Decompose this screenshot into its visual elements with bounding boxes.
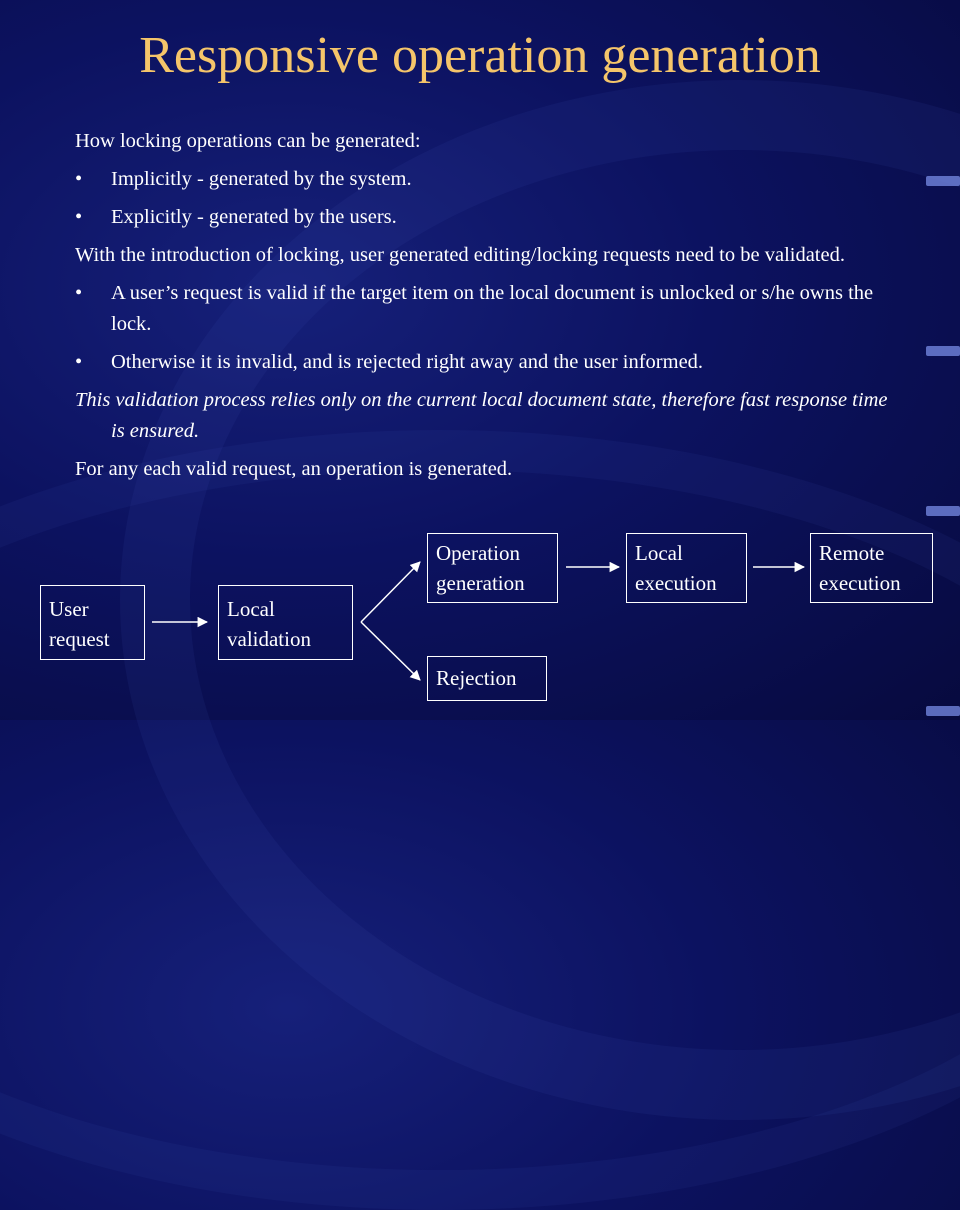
bullet-text: Otherwise it is invalid, and is rejected right away and the user informed. xyxy=(111,351,704,373)
local-validation-box: Local validation xyxy=(218,585,353,660)
bullet-marker: • xyxy=(75,282,83,304)
arrow-validation-to-generation xyxy=(361,562,420,622)
local-execution-box: Local execution xyxy=(626,533,747,603)
validation-text: With the introduction of locking, user generated editing/locking requests need to be validated. xyxy=(75,244,845,266)
bullet-text: A user’s request is valid if the target item on the local document is unlocked or s/he owns the lock. xyxy=(111,282,874,335)
bullet-text: Implicitly - generated by the system. xyxy=(111,168,412,190)
user-request-box: User request xyxy=(40,585,145,660)
bullet-text: Explicitly - generated by the users. xyxy=(111,206,397,228)
italic-note: This validation process relies only on the current local document state, therefore fast response time is ensured. xyxy=(75,389,888,442)
operation-generation-box: Operation generation xyxy=(427,533,558,603)
remote-execution-box: Remote execution xyxy=(810,533,933,603)
intro-text: How locking operations can be generated: xyxy=(75,130,421,152)
closing-text: For any each valid request, an operation is generated. xyxy=(75,458,513,480)
bullet-marker: • xyxy=(75,206,83,228)
bullet-marker: • xyxy=(75,168,83,190)
arrow-validation-to-rejection xyxy=(361,622,420,680)
rejection-box: Rejection xyxy=(427,656,547,701)
slide-title: Responsive operation generation xyxy=(139,27,821,84)
bullet-marker: • xyxy=(75,351,83,373)
